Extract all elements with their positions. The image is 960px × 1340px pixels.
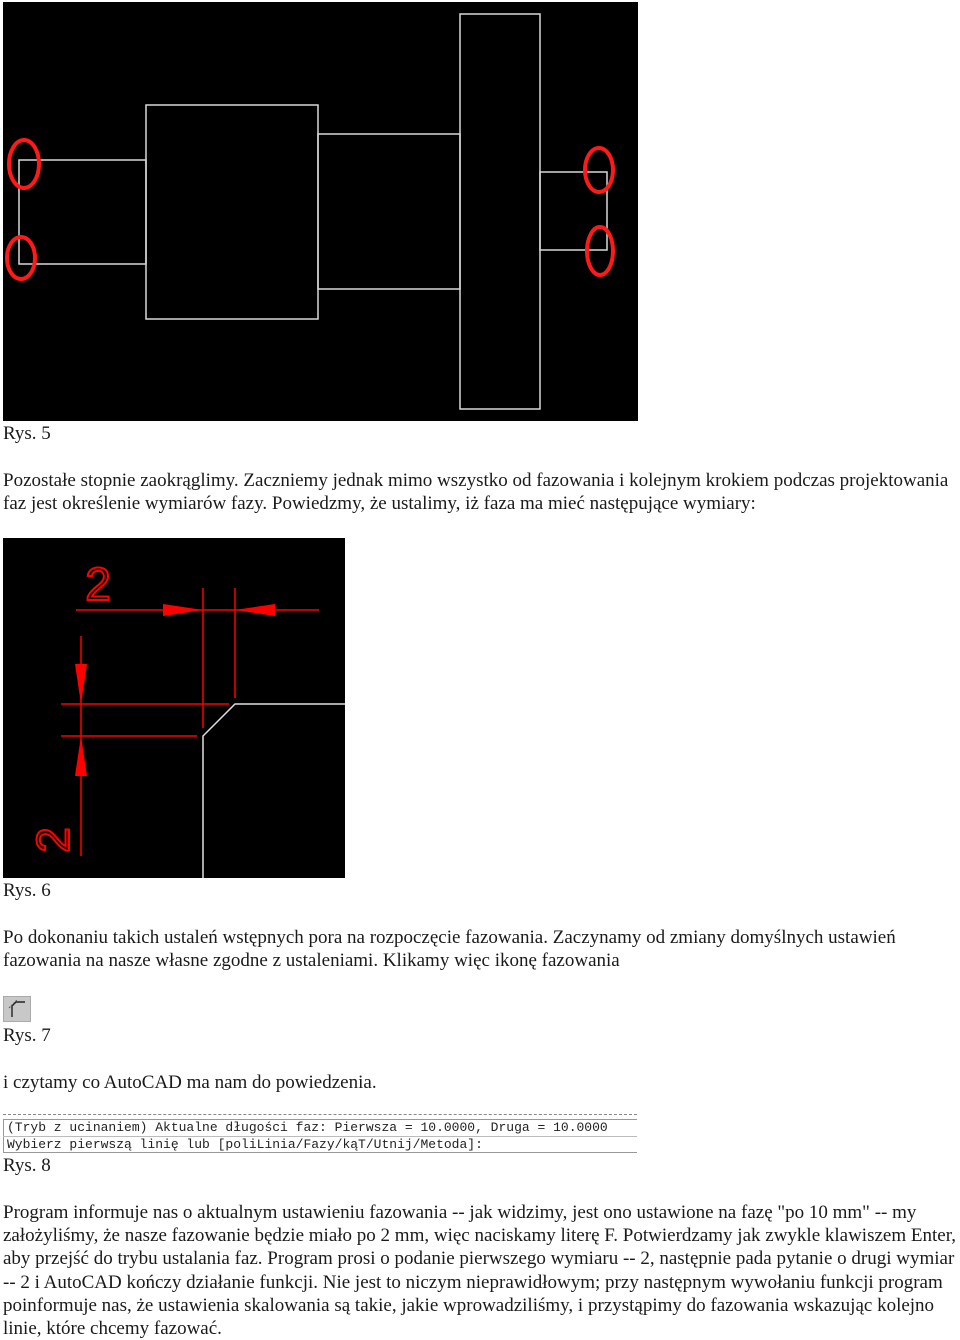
- command-history-line: (Tryb z ucinaniem) Aktualne długości faz: Pierwsza = 10.0000, Druga = 10.0000: [7, 1120, 608, 1135]
- chamfer-icon: [4, 997, 30, 1021]
- dimension-label-left: 2: [27, 827, 79, 853]
- figure-8-command-line: [3, 1114, 637, 1155]
- figure-6-chamfer-dimensions: [3, 538, 345, 878]
- paragraph-4: Program informuje nas o aktualnym ustawieniu fazowania -- jak widzimy, jest ono ustawione na fazę "po 10 mm" -- my założyliśmy, że nasze fazowanie będzie miało po 2 mm, więc naciskamy literę F. Potwierdzamy jak zwykle klawiszem Enter, aby przejść do trybu ustalania faz. Program prosi o podanie pierwszego wymiaru -- 2, następnie pada pytanie o drugi wymiar -- 2 i AutoCAD kończy działanie funkcji. Nie jest to niczym nieprawidłowym; przy następnym wywołaniu funkcji program poinformuje nas, że ustawienia skalowania są takie, jakie wprowadziliśmy, i przystąpimy do fazowania wskazując kolejno linie, które chcemy fazować.: [3, 1202, 957, 1340]
- paragraph-3: i czytamy co AutoCAD ma nam do powiedzenia.: [3, 1072, 377, 1093]
- figure-8-caption: Rys. 8: [3, 1155, 51, 1176]
- figure-5-shaft-drawing: [3, 2, 638, 421]
- figure-5-caption: Rys. 5: [3, 423, 51, 444]
- paragraph-2: Po dokonaniu takich ustaleń wstępnych pora na rozpoczęcie fazowania. Zaczynamy od zmiany domyślnych ustawień fazowania na nasze własne zgodne z ustaleniami. Klikamy więc ikonę fazowania: [3, 927, 896, 972]
- figure-6-caption: Rys. 6: [3, 880, 51, 901]
- chamfer-tool-button[interactable]: [3, 996, 31, 1022]
- command-prompt-line: Wybierz pierwszą linię lub [poliLinia/Fazy/kąT/Utnij/Metoda]:: [7, 1137, 483, 1152]
- paragraph-1: Pozostałe stopnie zaokrąglimy. Zaczniemy jednak mimo wszystko od fazowania i kolejnym krokiem podczas projektowania faz jest określenie wymiarów fazy. Powiedzmy, że ustalimy, iż faza ma mieć następujące wymiary:: [3, 470, 949, 515]
- dimension-label-top: 2: [85, 558, 111, 610]
- figure-7-caption: Rys. 7: [3, 1025, 51, 1046]
